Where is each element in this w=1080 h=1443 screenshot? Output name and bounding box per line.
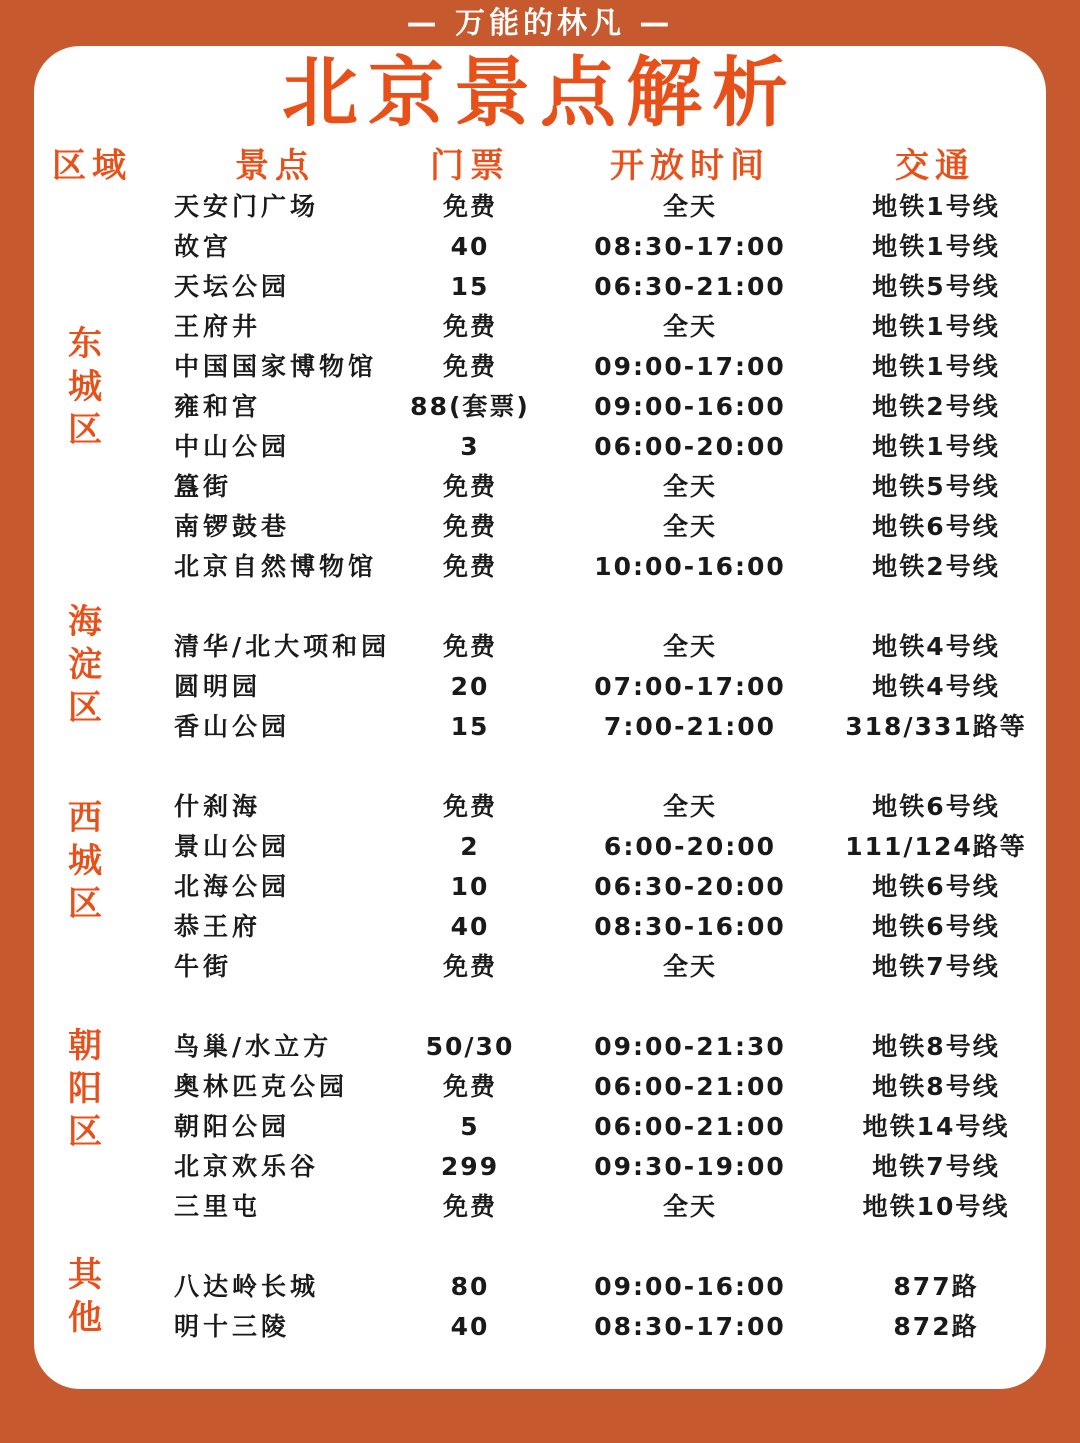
ticket-price: 15 xyxy=(450,712,490,741)
attraction-name: 北京自然博物馆 xyxy=(174,552,378,581)
region-label-char: 海 xyxy=(68,602,102,642)
transit-info: 地铁8号线 xyxy=(872,1072,1000,1101)
ticket-price: 40 xyxy=(450,912,490,941)
opening-hours: 全天 xyxy=(662,472,717,501)
opening-hours: 09:00-16:00 xyxy=(594,1272,786,1301)
transit-info: 地铁7号线 xyxy=(872,1152,1000,1181)
opening-hours: 06:00-21:00 xyxy=(594,1072,786,1101)
attraction-name: 圆明园 xyxy=(174,672,262,701)
ticket-price: 299 xyxy=(440,1152,500,1181)
transit-info: 地铁5号线 xyxy=(872,272,1000,301)
header-transit: 交通 xyxy=(895,146,975,186)
table-row xyxy=(0,1307,1080,1347)
ticket-price: 免费 xyxy=(442,792,497,821)
attraction-name: 天坛公园 xyxy=(174,272,291,301)
opening-hours: 7:00-21:00 xyxy=(603,712,777,741)
transit-info: 地铁1号线 xyxy=(872,232,1000,261)
ticket-price: 免费 xyxy=(442,552,497,581)
ticket-price: 免费 xyxy=(442,1072,497,1101)
region-label-char: 东 xyxy=(68,324,102,364)
region-label-char: 城 xyxy=(68,367,102,407)
ticket-price: 20 xyxy=(450,672,490,701)
opening-hours: 全天 xyxy=(662,512,717,541)
page-title: 北京景点解析 xyxy=(282,48,798,137)
ticket-price: 2 xyxy=(460,832,480,861)
attraction-name: 北京欢乐谷 xyxy=(174,1152,320,1181)
opening-hours: 10:00-16:00 xyxy=(594,552,786,581)
header-spot: 景点 xyxy=(235,146,315,186)
author-byline: — 万能的林凡 — xyxy=(406,6,674,41)
attraction-name: 明十三陵 xyxy=(174,1312,291,1341)
table-row xyxy=(0,227,1080,267)
table-row xyxy=(0,387,1080,427)
table-row xyxy=(0,307,1080,347)
transit-info: 地铁4号线 xyxy=(872,632,1000,661)
transit-info: 877路 xyxy=(893,1272,979,1301)
transit-info: 地铁6号线 xyxy=(872,512,1000,541)
attraction-name: 簋街 xyxy=(174,472,233,501)
opening-hours: 06:00-20:00 xyxy=(594,432,786,461)
ticket-price: 免费 xyxy=(442,472,497,501)
opening-hours: 全天 xyxy=(662,192,717,221)
table-row xyxy=(0,627,1080,667)
transit-info: 318/331路等 xyxy=(845,712,1027,741)
opening-hours: 07:00-17:00 xyxy=(594,672,786,701)
table-row xyxy=(0,1187,1080,1227)
region-label-char: 阳 xyxy=(68,1069,102,1109)
region-label-char: 朝 xyxy=(68,1026,102,1066)
table-row xyxy=(0,427,1080,467)
transit-info: 地铁4号线 xyxy=(872,672,1000,701)
ticket-price: 3 xyxy=(460,432,480,461)
transit-info: 地铁10号线 xyxy=(862,1192,1010,1221)
attraction-name: 奥林匹克公园 xyxy=(174,1072,349,1101)
transit-info: 地铁2号线 xyxy=(872,392,1000,421)
table-row xyxy=(0,707,1080,747)
transit-info: 地铁1号线 xyxy=(872,192,1000,221)
opening-hours: 08:30-17:00 xyxy=(594,232,786,261)
transit-info: 地铁7号线 xyxy=(872,952,1000,981)
table-row xyxy=(0,1067,1080,1107)
ticket-price: 80 xyxy=(450,1272,490,1301)
opening-hours: 06:30-21:00 xyxy=(594,272,786,301)
region-label-char: 区 xyxy=(68,884,102,924)
ticket-price: 免费 xyxy=(442,352,497,381)
transit-info: 地铁8号线 xyxy=(872,1032,1000,1061)
transit-info: 地铁2号线 xyxy=(872,552,1000,581)
table-row xyxy=(0,467,1080,507)
attraction-name: 恭王府 xyxy=(174,912,262,941)
header-ticket: 门票 xyxy=(430,146,510,186)
attraction-name: 王府井 xyxy=(174,312,262,341)
ticket-price: 免费 xyxy=(442,632,497,661)
transit-info: 地铁6号线 xyxy=(872,872,1000,901)
attraction-name: 什刹海 xyxy=(174,792,262,821)
opening-hours: 6:00-20:00 xyxy=(603,832,777,861)
attraction-name: 南锣鼓巷 xyxy=(174,512,291,541)
table-row xyxy=(0,787,1080,827)
transit-info: 地铁14号线 xyxy=(862,1112,1010,1141)
header-hours: 开放时间 xyxy=(610,146,770,186)
region-label-char: 西 xyxy=(68,798,102,838)
attraction-name: 朝阳公园 xyxy=(174,1112,291,1141)
opening-hours: 06:00-21:00 xyxy=(594,1112,786,1141)
header-region: 区域 xyxy=(52,146,132,186)
transit-info: 地铁1号线 xyxy=(872,352,1000,381)
ticket-price: 免费 xyxy=(442,512,497,541)
table-row xyxy=(0,667,1080,707)
table-row xyxy=(0,187,1080,227)
table-row xyxy=(0,267,1080,307)
attraction-name: 中山公园 xyxy=(174,432,291,461)
region-label-char: 淀 xyxy=(68,645,102,685)
opening-hours: 全天 xyxy=(662,312,717,341)
transit-info: 地铁5号线 xyxy=(872,472,1000,501)
attraction-name: 故宫 xyxy=(174,232,233,261)
opening-hours: 全天 xyxy=(662,632,717,661)
region-label-char: 区 xyxy=(68,1112,102,1152)
attraction-name: 雍和宫 xyxy=(174,392,262,421)
attraction-name: 清华/北大项和园 xyxy=(174,632,391,661)
ticket-price: 88(套票) xyxy=(410,392,530,421)
region-label-char: 区 xyxy=(68,688,102,728)
table-row xyxy=(0,907,1080,947)
table-row xyxy=(0,1027,1080,1067)
table-row xyxy=(0,507,1080,547)
transit-info: 地铁1号线 xyxy=(872,312,1000,341)
table-row xyxy=(0,1267,1080,1307)
opening-hours: 08:30-16:00 xyxy=(594,912,786,941)
table-row xyxy=(0,1147,1080,1187)
attraction-name: 景山公园 xyxy=(174,832,291,861)
transit-info: 地铁6号线 xyxy=(872,912,1000,941)
transit-info: 地铁6号线 xyxy=(872,792,1000,821)
ticket-price: 50/30 xyxy=(425,1032,515,1061)
region-label-char: 其 xyxy=(68,1255,102,1295)
attraction-name: 牛街 xyxy=(174,952,233,981)
table-row xyxy=(0,547,1080,587)
attraction-name: 中国国家博物馆 xyxy=(174,352,378,381)
table-row xyxy=(0,947,1080,987)
transit-info: 111/124路等 xyxy=(845,832,1027,861)
opening-hours: 08:30-17:00 xyxy=(594,1312,786,1341)
ticket-price: 40 xyxy=(450,232,490,261)
ticket-price: 10 xyxy=(450,872,490,901)
ticket-price: 免费 xyxy=(442,192,497,221)
attraction-name: 香山公园 xyxy=(174,712,291,741)
attraction-name: 北海公园 xyxy=(174,872,291,901)
attraction-name: 三里屯 xyxy=(174,1192,262,1221)
opening-hours: 09:30-19:00 xyxy=(594,1152,786,1181)
opening-hours: 09:00-17:00 xyxy=(594,352,786,381)
ticket-price: 5 xyxy=(460,1112,480,1141)
ticket-price: 40 xyxy=(450,1312,490,1341)
opening-hours: 06:30-20:00 xyxy=(594,872,786,901)
opening-hours: 09:00-21:30 xyxy=(594,1032,786,1061)
attraction-name: 鸟巢/水立方 xyxy=(174,1032,333,1061)
attraction-name: 天安门广场 xyxy=(174,192,320,221)
opening-hours: 全天 xyxy=(662,952,717,981)
table-row xyxy=(0,867,1080,907)
table-row xyxy=(0,1107,1080,1147)
ticket-price: 免费 xyxy=(442,312,497,341)
table-row xyxy=(0,347,1080,387)
region-label-char: 他 xyxy=(68,1298,102,1338)
opening-hours: 09:00-16:00 xyxy=(594,392,786,421)
ticket-price: 15 xyxy=(450,272,490,301)
ticket-price: 免费 xyxy=(442,952,497,981)
attraction-name: 八达岭长城 xyxy=(174,1272,320,1301)
opening-hours: 全天 xyxy=(662,792,717,821)
transit-info: 872路 xyxy=(893,1312,979,1341)
table-header xyxy=(0,142,1080,190)
table-row xyxy=(0,827,1080,867)
ticket-price: 免费 xyxy=(442,1192,497,1221)
opening-hours: 全天 xyxy=(662,1192,717,1221)
transit-info: 地铁1号线 xyxy=(872,432,1000,461)
region-label-char: 区 xyxy=(68,410,102,450)
region-label-char: 城 xyxy=(68,841,102,881)
